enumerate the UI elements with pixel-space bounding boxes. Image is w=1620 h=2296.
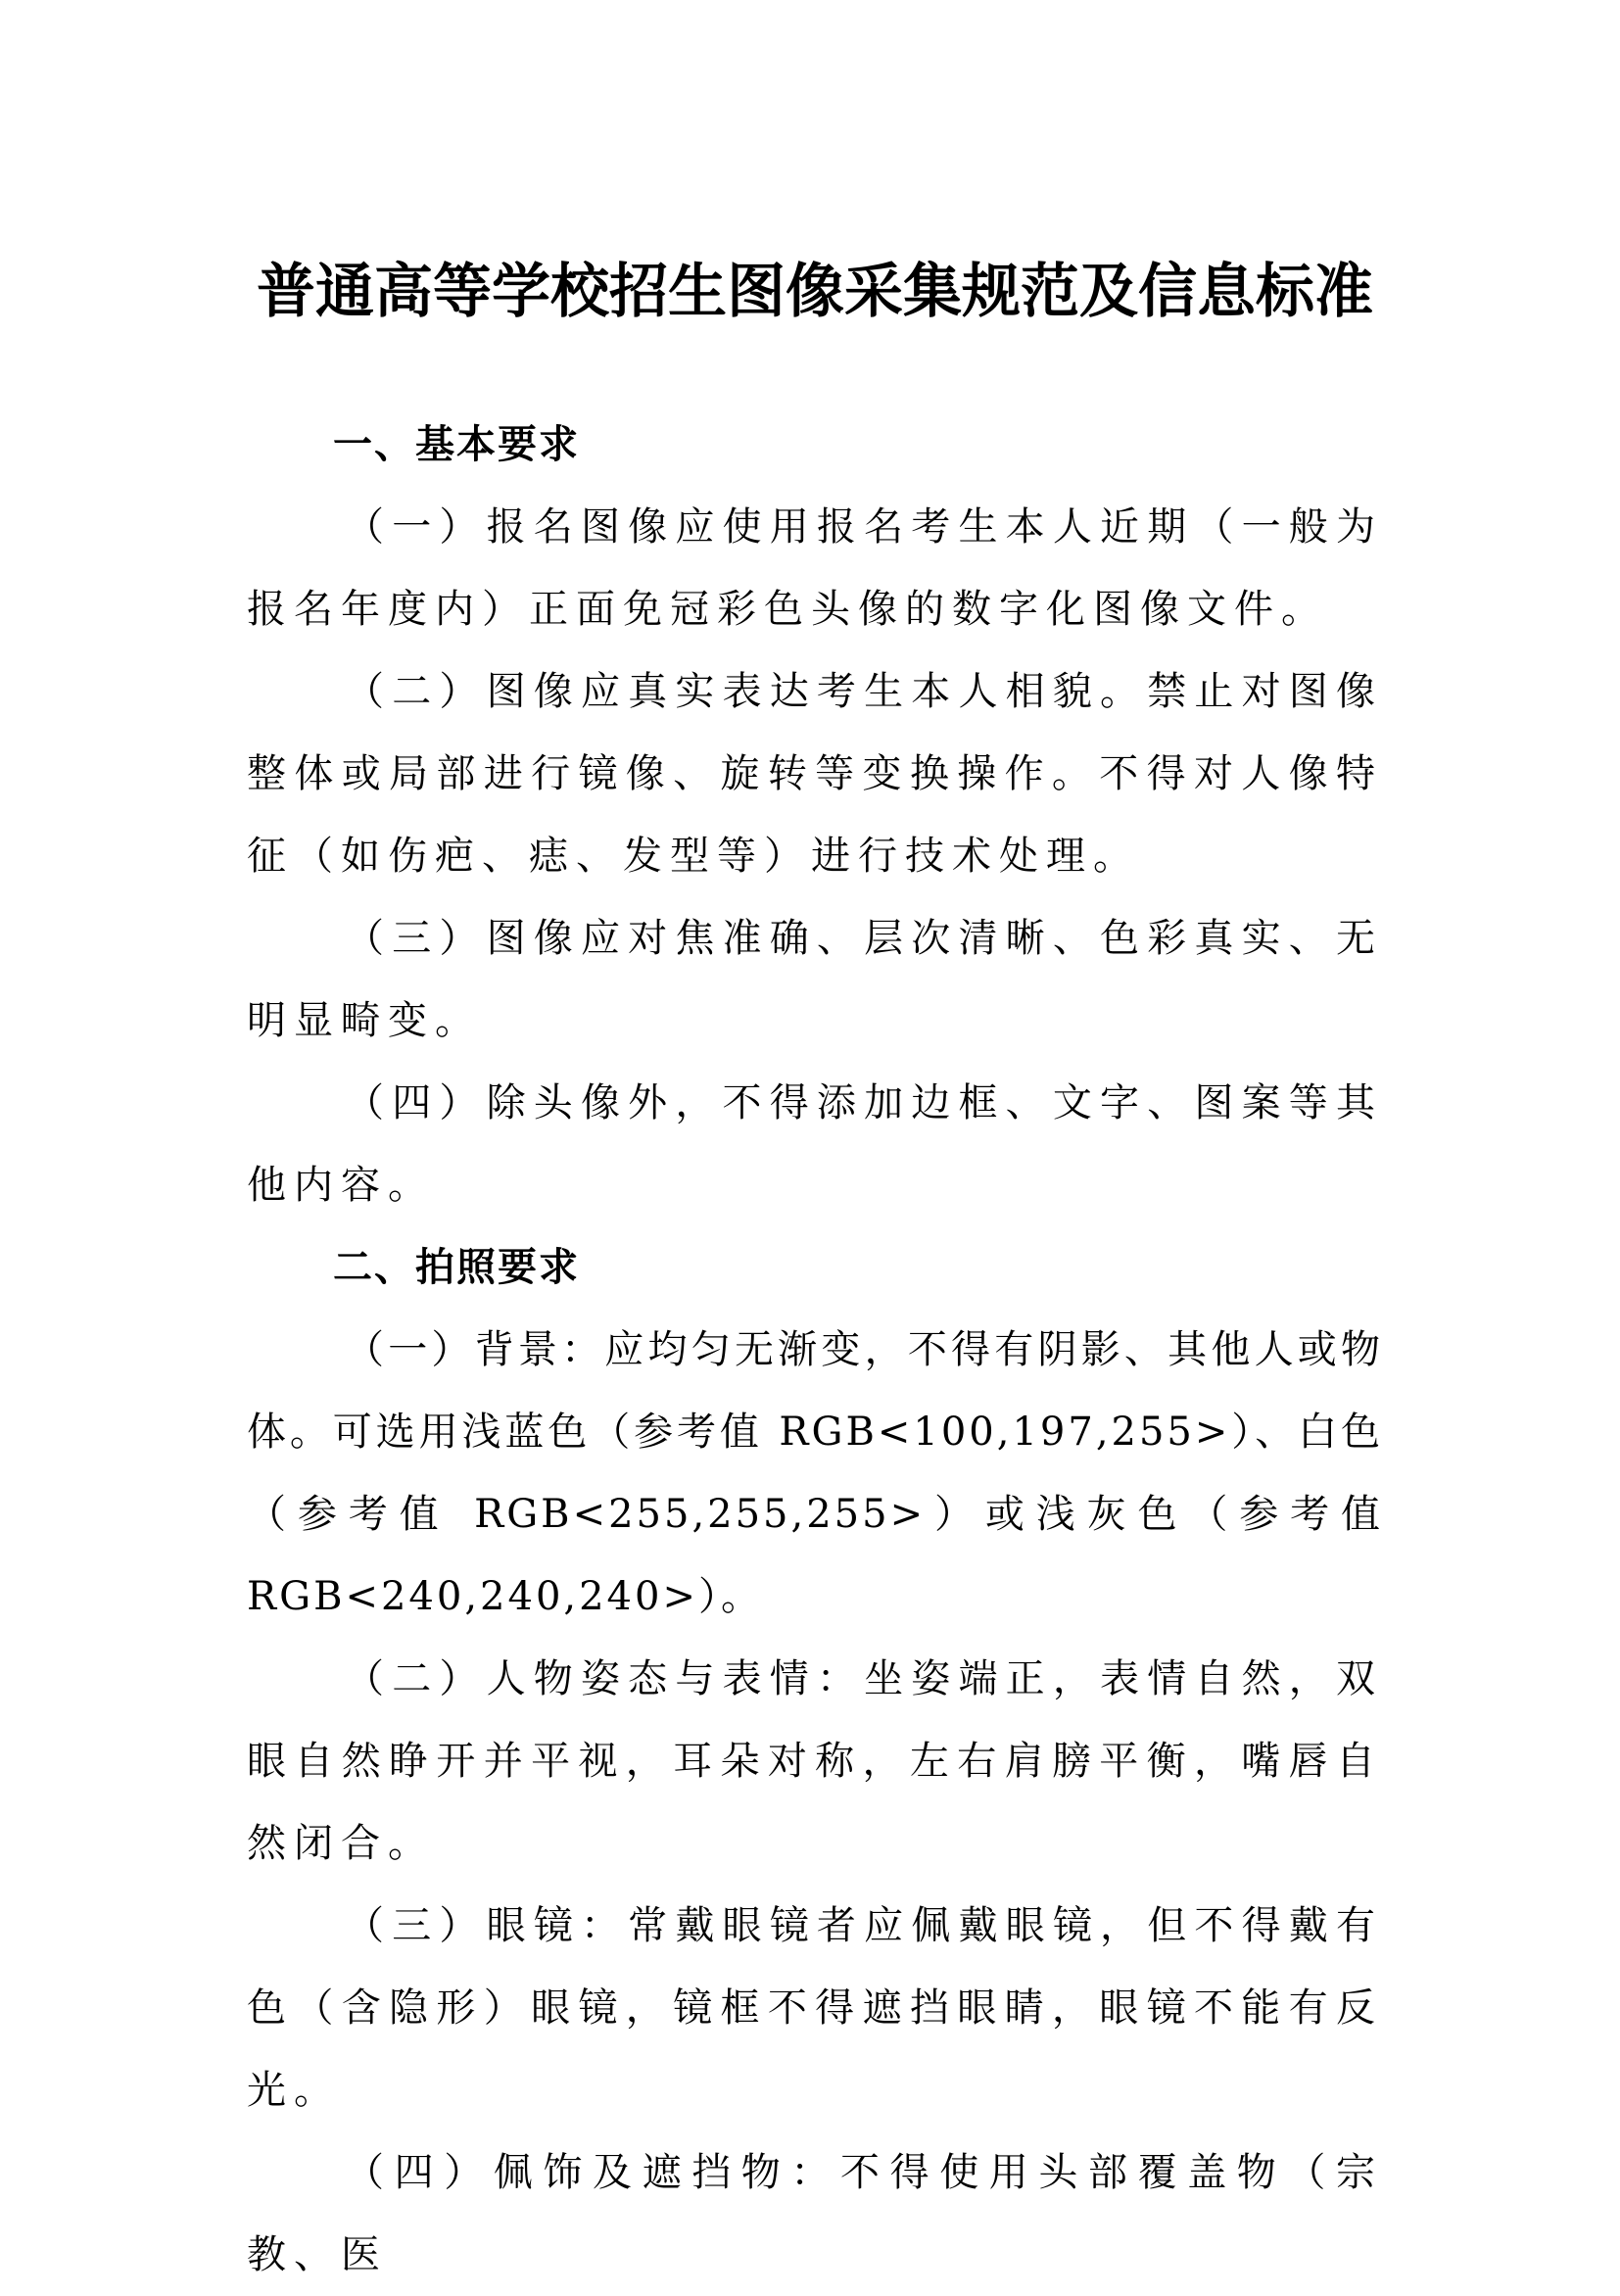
paragraph: （四）佩饰及遮挡物：不得使用头部覆盖物（宗教、医 [247, 2150, 1383, 2277]
section-heading-photo-requirements: 二、拍照要求 [333, 1245, 580, 1290]
section-heading-basic-requirements: 一、基本要求 [333, 422, 580, 467]
paragraph: （一）报名图像应使用报名考生本人近期（一般为报名年度内）正面免冠彩色头像的数字化图像文件。 [247, 504, 1383, 632]
document-body [247, 404, 1383, 2296]
paragraph: （二）人物姿态与表情：坐姿端正，表情自然，双眼自然睁开并平视，耳朵对称，左右肩膀平衡，嘴唇自然闭合。 [247, 1656, 1383, 1866]
paragraph: （一）背景：应均匀无渐变，不得有阴影、其他人或物体。可选用浅蓝色（参考值 RGB<100,197,255>）、白色（参考值 RGB<255,255,255>）或浅灰色（参考值 RGB<240,240,240>）。 [247, 1327, 1383, 1619]
paragraph: （四）除头像外，不得添加边框、文字、图案等其他内容。 [247, 1080, 1383, 1208]
paragraph: （二）图像应真实表达考生本人相貌。禁止对图像整体或局部进行镜像、旋转等变换操作。不得对人像特征（如伤疤、痣、发型等）进行技术处理。 [247, 669, 1383, 879]
paragraph: （三）眼镜：常戴眼镜者应佩戴眼镜，但不得戴有色（含隐形）眼镜，镜框不得遮挡眼睛，眼镜不能有反光。 [247, 1903, 1383, 2113]
document-title: 普通高等学校招生图像采集规范及信息标准 [257, 258, 1373, 326]
paragraph: （三）图像应对焦准确、层次清晰、色彩真实、无明显畸变。 [247, 916, 1383, 1043]
